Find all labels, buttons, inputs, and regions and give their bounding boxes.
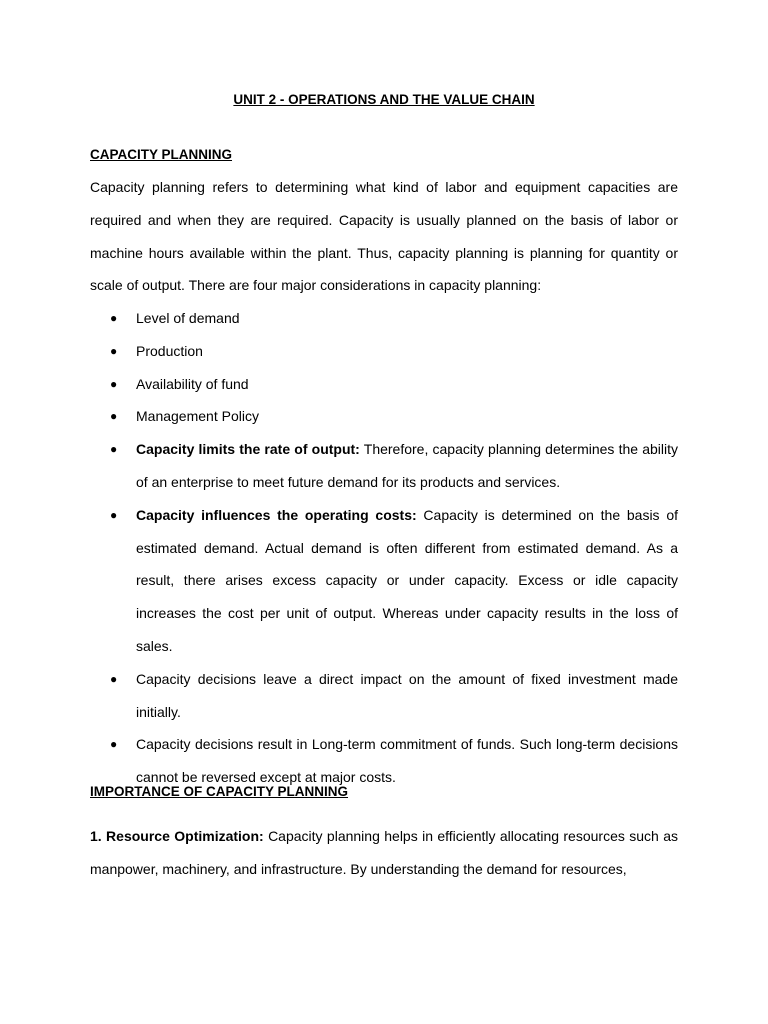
point-text: Capacity planning helps in efficiently allocating resources such as manpower, machinery, and infrastructure. By understanding the demand for resources, — [90, 828, 678, 877]
bullet-icon: ● — [110, 311, 118, 325]
bullet-icon: ● — [110, 671, 118, 686]
list-item: ● Capacity influences the operating costs: Capacity is determined on the basis of estimated demand. Actual demand is often different from estimated demand. As a result, there arises excess capacity or under capacity. Excess or idle capacity increases the cost per unit of output. Whereas under capacity results in the loss of sales. — [90, 499, 678, 663]
list-item: ● Management Policy — [90, 400, 678, 433]
section-heading-capacity-planning: CAPACITY PLANNING — [90, 147, 233, 162]
bullet-icon: ● — [110, 343, 118, 358]
point-label: 1. Resource Optimization: — [90, 828, 264, 844]
list-item: ● Availability of fund — [90, 368, 678, 401]
bullet-icon: ● — [110, 737, 118, 752]
list-item: ● Capacity limits the rate of output: Therefore, capacity planning determines the ability of an enterprise to meet future demand for its products and services. — [90, 433, 678, 499]
list-item: ● Capacity decisions result in Long-term commitment of funds. Such long-term decisions cannot be reversed except at major costs. — [90, 728, 678, 794]
bullet-icon: ● — [110, 409, 118, 424]
considerations-list — [90, 302, 678, 794]
intro-paragraph: Capacity planning refers to determining what kind of labor and equipment capacities are required and when they are required. Capacity is usually planned on the basis of labor or machine hours available within the plant. Thus, capacity planning is planning for quantity or scale of output. There are four major considerations in capacity planning: — [90, 179, 678, 294]
list-item: ● Capacity decisions leave a direct impact on the amount of fixed investment made initially. — [90, 663, 678, 729]
list-item: ● Production — [90, 335, 678, 368]
bullet-icon: ● — [110, 376, 118, 391]
bullet-icon: ● — [110, 507, 118, 522]
section-heading-importance: IMPORTANCE OF CAPACITY PLANNING — [90, 784, 349, 799]
page-title: UNIT 2 - OPERATIONS AND THE VALUE CHAIN — [233, 92, 535, 107]
list-item: ● Level of demand — [90, 302, 678, 335]
resource-optimization-paragraph — [90, 820, 678, 886]
bullet-icon: ● — [110, 442, 118, 457]
